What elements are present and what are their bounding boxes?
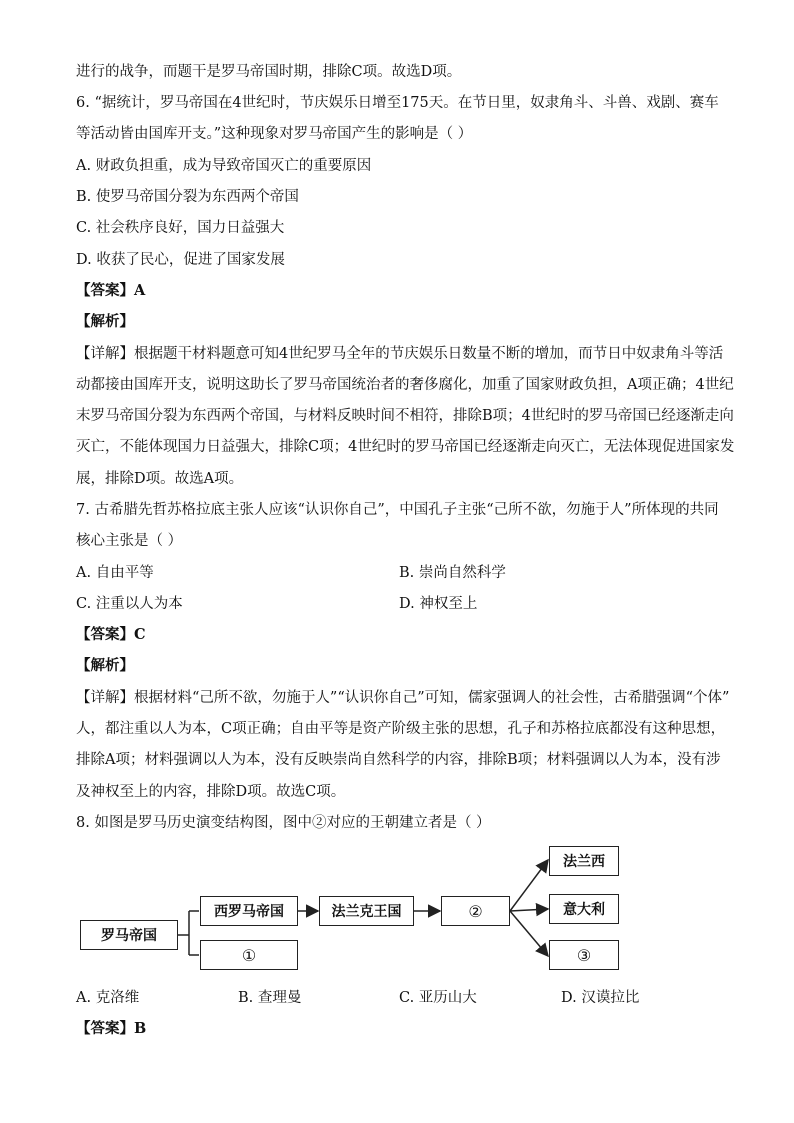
box-circle-1: ①: [200, 940, 298, 970]
question-8-stem: 8. 如图是罗马历史演变结构图，图中②对应的王朝建立者是（ ）: [76, 815, 491, 831]
question-7-option-a: A. 自由平等: [76, 565, 154, 581]
question-6-option-a: A. 财政负担重，成为导致帝国灭亡的重要原因: [76, 158, 372, 174]
question-6-stem: 等活动皆由国库开支。”这种现象对罗马帝国产生的影响是（ ）: [76, 126, 473, 142]
question-6-explanation: 【详解】根据题干材料题意可知4世纪罗马全年的节庆娱乐日数量不断的增加，而节日中奴隶角斗等活: [76, 346, 724, 362]
box-frankish-kingdom: 法兰克王国: [319, 896, 414, 926]
arrow-line: [510, 911, 548, 956]
arrow-line: [510, 909, 548, 911]
question-6-explanation: 展，排除D项。故选A项。: [76, 471, 244, 487]
question-7-option-c: C. 注重以人为本: [76, 596, 183, 612]
box-italy: 意大利: [549, 894, 619, 924]
question-6-analysis-heading: 【解析】: [76, 313, 134, 330]
question-7-stem: 核心主张是（ ）: [76, 533, 183, 549]
box-circle-2: ②: [441, 896, 510, 926]
question-7-explanation: 及神权至上的内容，排除D项。故选C项。: [76, 784, 346, 800]
question-6-stem: 6. “据统计，罗马帝国在4世纪时，节庆娱乐日增至175天。在节日里，奴隶角斗、斗兽、戏剧、赛车: [76, 95, 719, 111]
box-france: 法兰西: [549, 846, 619, 876]
question-8-option-c: C. 亚历山大: [399, 990, 477, 1006]
box-circle-3: ③: [549, 940, 619, 970]
question-7-stem: 7. 古希腊先哲苏格拉底主张人应该“认识你自己”，中国孔子主张“己所不欲，勿施于人”所体现的共同: [76, 502, 719, 518]
question-6-explanation: 动都接由国库开支，说明这助长了罗马帝国统治者的奢侈腐化，加重了国家财政负担，A项正确；4世纪: [76, 377, 734, 393]
question-7-explanation: 排除A项；材料强调以人为本，没有反映崇尚自然科学的内容，排除B项；材料强调以人为本，没有涉: [76, 752, 721, 768]
arrow-line: [510, 860, 548, 911]
question-8-option-a: A. 克洛维: [76, 990, 140, 1006]
question-6-explanation: 末罗马帝国分裂为东西两个帝国，与材料反映时间不相符，排除B项；4世纪时的罗马帝国已经逐渐走向: [76, 408, 734, 424]
box-roman-empire: 罗马帝国: [80, 920, 178, 950]
question-6-explanation: 灭亡，不能体现国力日益强大，排除C项；4世纪时的罗马帝国已经逐渐走向灭亡，无法体现促进国家发: [76, 439, 735, 455]
text-line: 进行的战争，而题干是罗马帝国时期，排除C项。故选D项。: [76, 64, 462, 80]
question-6-option-b: B. 使罗马帝国分裂为东西两个帝国: [76, 189, 299, 205]
question-7-explanation: 人，都注重以人为本，C项正确；自由平等是资产阶级主张的思想，孔子和苏格拉底都没有这种思想，: [76, 721, 726, 737]
question-6-option-c: C. 社会秩序良好，国力日益强大: [76, 220, 285, 236]
question-8-answer: 【答案】B: [76, 1020, 147, 1037]
question-7-explanation: 【详解】根据材料“己所不欲，勿施于人”“认识你自己”可知，儒家强调人的社会性，古希腊强调“个体”: [76, 690, 730, 706]
question-7-analysis-heading: 【解析】: [76, 657, 134, 674]
question-8-option-b: B. 查理曼: [238, 990, 302, 1006]
question-6-option-d: D. 收获了民心，促进了国家发展: [76, 252, 285, 268]
question-6-answer: 【答案】A: [76, 282, 146, 299]
question-8-option-d: D. 汉谟拉比: [561, 990, 640, 1006]
box-western-roman-empire: 西罗马帝国: [200, 896, 298, 926]
question-7-answer: 【答案】C: [76, 626, 146, 643]
question-7-option-b: B. 崇尚自然科学: [399, 565, 506, 581]
question-7-option-d: D. 神权至上: [399, 596, 478, 612]
